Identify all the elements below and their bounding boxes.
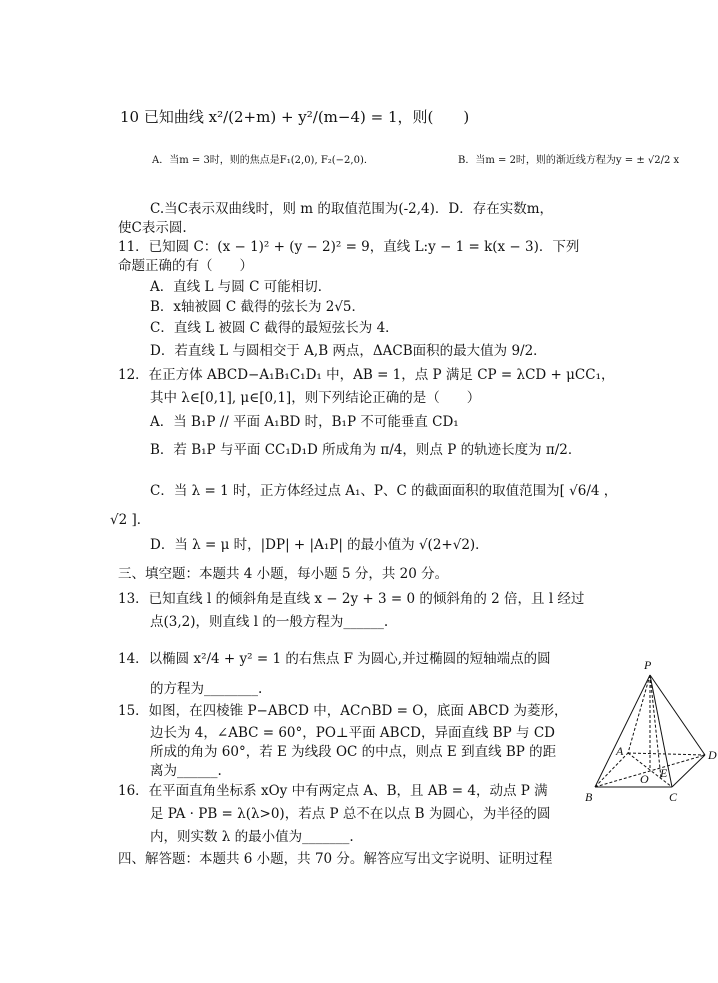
q13-line-2: 点(3,2)，则直线 l 的一般方程为______. (150, 614, 389, 630)
q11-option-d: D．若直线 L 与圆相交于 A,B 两点，ΔACB面积的最大值为 9/2． (150, 343, 547, 359)
q16-line-1: 16．在平面直角坐标系 xOy 中有两定点 A、B，且 AB = 4，动点 P 满 (118, 783, 548, 799)
q10-stem: 10 已知曲线 x²/(2+m) + y²/(m−4) = 1，则( ) (120, 108, 470, 126)
label-c: C (669, 790, 678, 804)
edge-ad (628, 753, 705, 755)
q11-stem-2: 命题正确的有（ ） (118, 258, 253, 274)
q12-stem-2: 其中 λ∈[0,1], μ∈[0,1]，则下列结论正确的是（ ） (150, 390, 481, 406)
label-p: P (644, 658, 652, 672)
label-d: D (708, 748, 717, 762)
edge-pb (595, 675, 650, 787)
q12-option-d: D．当 λ = μ 时，|DP| + |A₁P| 的最小值为 √(2+√2)． (150, 537, 489, 553)
q12-stem-1: 12．在正方体 ABCD−A₁B₁C₁D₁ 中，AB = 1，点 P 满足 CP = λCD + μCC₁， (118, 367, 615, 383)
q11-option-a: A．直线 L 与圆 C 可能相切． (150, 279, 332, 295)
q11-option-b: B．x轴被圆 C 截得的弦长为 2√5． (150, 299, 366, 315)
q16-line-3: 内，则实数 λ 的最小值为_______. (150, 829, 354, 845)
q15-line-4: 离为______. (150, 763, 222, 779)
q13-line-1: 13．已知直线 l 的倾斜角是直线 x − 2y + 3 = 0 的倾斜角的 2 倍，且 l 经过 (118, 591, 585, 607)
label-o: O (640, 772, 649, 786)
q10-option-a: A．当m = 3时，则的焦点是F₁(2,0), F₂(−2,0)． (152, 155, 374, 166)
q11-stem-1: 11．已知圆 C：(x − 1)² + (y − 2)² = 9，直线 L:y − 1 = k(x − 3)．下列 (118, 239, 580, 255)
pyramid-figure (580, 655, 718, 805)
q16-line-2: 足 PA · PB = λ(λ>0)，若点 P 总不在以点 B 为圆心，为半径的圆 (150, 806, 551, 822)
q14-line-2: 的方程为________. (150, 681, 263, 697)
q15-line-1: 15．如图，在四棱锥 P−ABCD 中，AC∩BD = O，底面 ABCD 为菱形， (118, 703, 568, 719)
q11-option-c: C．直线 L 被圆 C 截得的最短弦长为 4． (150, 320, 399, 336)
q12-option-b: B．若 B₁P 与平面 CC₁D₁D 所成角为 π/4，则点 P 的轨迹长度为 π/2． (150, 442, 582, 458)
segment-pe (650, 675, 661, 778)
section-4-header: 四、解答题：本题共 6 小题，共 70 分。解答应写出文字说明、证明过程 (118, 851, 553, 867)
q10-option-c: C.当C表示双曲线时，则 m 的取值范围为(-2,4)．D．存在实数m， (150, 201, 554, 217)
q12-option-c-cont: √2 ]． (110, 512, 151, 528)
label-a: A (616, 744, 624, 758)
q12-option-a: A．当 B₁P // 平面 A₁BD 时，B₁P 不可能垂直 CD₁ (150, 414, 459, 430)
q14-line-1: 14．以椭圆 x²/4 + y² = 1 的右焦点 F 为圆心,并过椭圆的短轴端点的圆 (118, 651, 551, 667)
label-e: E (660, 766, 668, 780)
section-3-header: 三、填空题：本题共 4 小题，每小题 5 分，共 20 分。 (118, 566, 449, 582)
q12-option-c: C．当 λ = 1 时，正方体经过点 A₁、P、C 的截面面积的取值范围为[ √6/4 ， (150, 483, 618, 499)
q15-line-2: 边长为 4，∠ABC = 60°，PO⊥平面 ABCD，异面直线 BP 与 CD (150, 725, 556, 741)
q10-option-b: B．当m = 2时，则的渐近线方程为y = ± √2/2 x (458, 155, 680, 166)
q15-line-3: 所成的角为 60°，若 E 为线段 OC 的中点，则点 E 到直线 BP 的距 (150, 744, 557, 760)
q10-option-c-cont: 使C表示圆. (118, 220, 187, 236)
label-b: B (585, 790, 593, 804)
